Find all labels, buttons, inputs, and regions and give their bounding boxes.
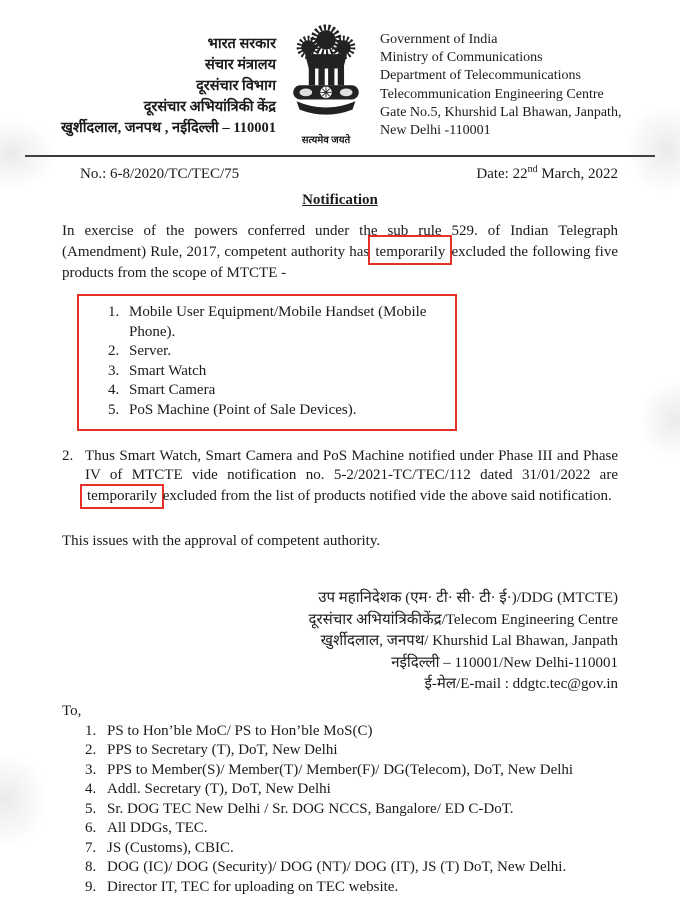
letterhead-hindi-block bbox=[8, 34, 276, 139]
paragraph-2 bbox=[62, 447, 618, 508]
paragraph-2-body bbox=[85, 447, 618, 508]
letterhead-english-line: Ministry of Communications bbox=[380, 50, 543, 66]
letterhead-english-line: New Delhi -110001 bbox=[380, 123, 491, 139]
product-item: 3. Smart Watch bbox=[123, 362, 447, 382]
product-item: 2. Server. bbox=[123, 342, 447, 362]
scan-smudge bbox=[0, 752, 48, 848]
letterhead-hindi-line: दूरसंचार अभियांत्रिकी केंद्र bbox=[143, 99, 276, 115]
document-date: Date: 22nd March, 2022 bbox=[476, 164, 618, 182]
paragraph-1 bbox=[62, 222, 618, 283]
paragraph-2-number: 2. bbox=[62, 448, 74, 464]
highlighted-word-temporarily-1: temporarily bbox=[368, 235, 452, 265]
signature-line: नईदिल्ली – 110001/New Delhi-110001 bbox=[391, 654, 618, 671]
signature-line: खुर्शीदलाल, जनपथ/ Khurshid Lal Bhawan, Janpath bbox=[320, 633, 618, 649]
letterhead-english-line: Gate No.5, Khurshid Lal Bhawan, Janpath, bbox=[380, 104, 622, 120]
signature-email-line: ई-मेल/E-mail : ddgtc.tec@gov.in bbox=[424, 676, 618, 692]
recipient-item: 8. DOG (IC)/ DOG (Security)/ DOG (NT)/ DOG (IT), JS (T) DoT, New Delhi. bbox=[100, 858, 618, 878]
recipient-item: 4. Addl. Secretary (T), DoT, New Delhi bbox=[100, 780, 618, 800]
recipients-list bbox=[100, 722, 618, 898]
product-item: 5. PoS Machine (Point of Sale Devices). bbox=[123, 401, 447, 421]
reference-line bbox=[80, 166, 618, 183]
recipient-item: 1. PS to Hon’ble MoC/ PS to Hon’ble MoS(C) bbox=[100, 722, 618, 742]
letterhead-hindi-line: खुर्शीदलाल, जनपथ , नईदिल्ली – 110001 bbox=[61, 120, 276, 136]
to-label: To, bbox=[62, 702, 82, 719]
ashoka-lion-capital-icon bbox=[284, 22, 368, 130]
recipient-item: 9. Director IT, TEC for uploading on TEC website. bbox=[100, 878, 618, 898]
letterhead-english-line: Department of Telecommunications bbox=[380, 68, 581, 84]
paragraph-1-text: excluded the following five products from the scope of MTCTE - bbox=[62, 244, 618, 281]
emblem-motto: सत्यमेव जयते bbox=[301, 135, 351, 146]
letterhead-hindi-line: संचार मंत्रालय bbox=[205, 57, 276, 73]
product-item: 1. Mobile User Equipment/Mobile Handset (Mobile Phone). bbox=[123, 303, 447, 342]
paragraph-2-text: excluded from the list of products notified vide the above said notification. bbox=[158, 488, 612, 504]
letterhead-english-block bbox=[380, 31, 621, 140]
paragraph-2-text: Thus Smart Watch, Smart Camera and PoS Machine notified under Phase III and Phase IV of MTCTE vide notification no. 5-2/2021-TC/TEC/112 dated 31/01/2022 are bbox=[85, 448, 618, 483]
highlighted-word-temporarily-2: temporarily bbox=[80, 484, 164, 509]
signature-line: उप महानिदेशक (एम· टी· सी· टी· ई·)/DDG (MTCTE) bbox=[318, 590, 618, 606]
date-ordinal-suffix: nd bbox=[527, 164, 538, 175]
letterhead-hindi-line: दूरसंचार विभाग bbox=[196, 78, 276, 94]
signature-line: दूरसंचार अभियांत्रिकीकेंद्र/Telecom Engineering Centre bbox=[308, 611, 618, 628]
letterhead-english-line: Government of India bbox=[380, 32, 498, 47]
national-emblem bbox=[276, 20, 376, 147]
paragraph-1-text: In exercise of the powers conferred under the sub rule 529. of Indian Telegraph (Amendment) Rule, 2017, competent authority has bbox=[62, 223, 618, 260]
recipient-item: 7. JS (Customs), CBIC. bbox=[100, 839, 618, 859]
recipient-item: 3. PPS to Member(S)/ Member(T)/ Member(F)/ DG(Telecom), DoT, New Delhi bbox=[100, 761, 618, 781]
letterhead-divider bbox=[25, 155, 655, 157]
letterhead-english-line: Telecommunication Engineering Centre bbox=[380, 86, 604, 102]
letterhead-hindi-line: भारत सरकार bbox=[207, 36, 276, 52]
letterhead bbox=[0, 0, 680, 147]
reference-number: No.: 6-8/2020/TC/TEC/75 bbox=[80, 166, 240, 182]
recipient-item: 5. Sr. DOG TEC New Delhi / Sr. DOG NCCS, Bangalore/ ED C-DoT. bbox=[100, 800, 618, 820]
excluded-products-box bbox=[77, 294, 457, 431]
recipient-item: 2. PPS to Secretary (T), DoT, New Delhi bbox=[100, 741, 618, 761]
signature-block bbox=[62, 588, 618, 696]
document-title: Notification bbox=[302, 192, 378, 208]
excluded-products-list bbox=[123, 303, 447, 420]
scan-smudge bbox=[640, 380, 680, 460]
product-item: 4. Smart Camera bbox=[123, 381, 447, 401]
approval-statement: This issues with the approval of competent authority. bbox=[62, 533, 381, 549]
recipient-item: 6. All DDGs, TEC. bbox=[100, 819, 618, 839]
